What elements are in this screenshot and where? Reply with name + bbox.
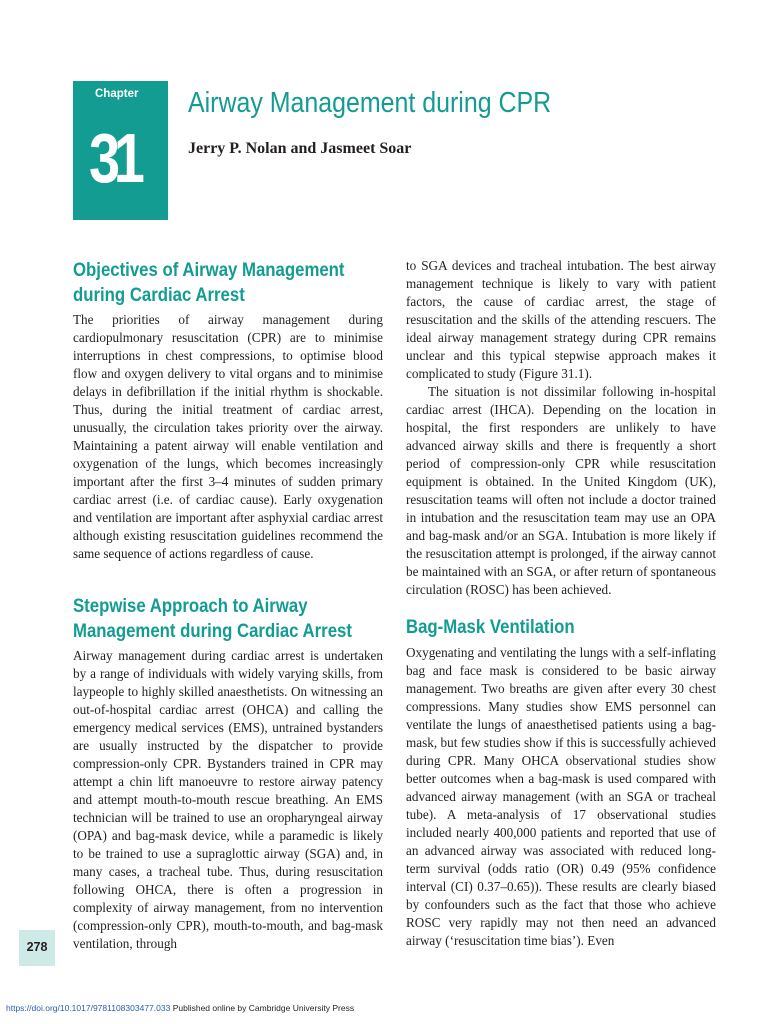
heading-line: Stepwise Approach to Airway [73, 595, 308, 617]
footer-text: Published online by Cambridge University Press [170, 1003, 355, 1013]
left-column [73, 258, 383, 953]
paragraph-bag-mask: Oxygenating and ventilating the lungs with a self-inflating bag and face mask is considered to be basic airway management. Two breaths are given after every 30 chest compressions. Many studies show EMS personnel can ventilate the lungs of anaesthetised patients using a bag-mask, but few studies show if this is successfully achieved during CPR. Many OHCA observational studies show better outcomes when a bag-mask is used compared with advanced airway management (with an SGA or tracheal tube). A meta-analysis of 17 observational studies included nearly 400,000 patients and reported that use of an advanced airway was associated with reduced long-term survival (odds ratio (OR) 0.49 (95% confidence interval (CI) 0.37–0.65)). These results are clearly biased by confounders such as the fact that those who achieve ROSC very rapidly may not then need an advanced airway (‘resuscitation time bias’). Even [406, 645, 716, 948]
heading-line: Management during Cardiac Arrest [73, 620, 352, 642]
section-heading-objectives [73, 258, 383, 308]
doi-link[interactable]: https://doi.org/10.1017/9781108303477.033 [6, 1003, 171, 1013]
page-number-box [19, 930, 55, 966]
paragraph-objectives: The priorities of airway management during cardiopulmonary resuscitation (CPR) are to minimise interruptions in chest compressions, to optimise blood flow and oxygen delivery to vital organs and to minimise delays in defibrillation if the initial rhythm is shockable. Thus, during the initial treatment of cardiac arrest, unusually, the circulation takes priority over the airway. Maintaining a patent airway will enable ventilation and oxygenation of the lungs, which becomes increasingly important after the first 3–4 minutes of sudden primary cardiac arrest (i.e. of cardiac cause). Early oxygenation and ventilation are important after asphyxial cardiac arrest although existing resuscitation guidelines recommend the same sequence of actions regardless of cause. [73, 312, 383, 561]
paragraph-continued: to SGA devices and tracheal intubation. The best airway management technique is likely to vary with patient factors, the cause of cardiac arrest, the stage of resuscitation and the skills of the attending rescuers. The ideal airway management strategy during CPR remains unclear and this typical stepwise approach makes it complicated to study (Figure 31.1). [406, 258, 716, 381]
chapter-badge [73, 81, 168, 220]
footer [6, 1003, 354, 1013]
heading-line: during Cardiac Arrest [73, 284, 245, 306]
right-column [406, 257, 716, 950]
paragraph-ihca: The situation is not dissimilar following in-hospital cardiac arrest (IHCA). Depending on the location in hospital, the first responders are unlikely to have advanced airway skills and there is frequently a short period of compression-only CPR while resuscitation equipment is obtained. In the United Kingdom (UK), resuscitation teams will often not include a doctor trained in intubation and the resuscitation team may use an OPA and bag-mask and/or an SGA. Intubation is more likely if the resuscitation attempt is prolonged, if the airway cannot be maintained with an SGA, or after return of spontaneous circulation (ROSC) has been achieved. [406, 384, 716, 597]
chapter-number: 31 [89, 119, 139, 197]
paragraph-stepwise: Airway management during cardiac arrest is undertaken by a range of individuals with widely varying skills, from laypeople to highly skilled anaesthetists. On witnessing an out-of-hospital cardiac arrest (OHCA) and calling the emergency medical services (EMS), untrained bystanders are usually instructed by the dispatcher to provide compression-only CPR. Bystanders trained in CPR may attempt a chin lift manoeuvre to restore airway patency and attempt mouth-to-mouth rescue breathing. An EMS technician will be trained to use an oropharyngeal airway (OPA) and bag-mask device, while a paramedic is likely to be trained to use a supraglottic airway (SGA) and, in many cases, a tracheal tube. Thus, during resuscitation following OHCA, there is often a progression in complexity of airway management, from no intervention (compression-only CPR), mouth-to-mouth, and bag-mask ventilation, through [73, 648, 383, 951]
page-number: 278 [26, 940, 48, 954]
heading-line: Objectives of Airway Management [73, 259, 345, 281]
chapter-label: Chapter [95, 88, 139, 100]
authors: Jerry P. Nolan and Jasmeet Soar [188, 140, 412, 157]
section-heading-bag-mask: Bag-Mask Ventilation [406, 616, 575, 638]
chapter-title: Airway Management during CPR [188, 87, 552, 119]
section-heading-stepwise [73, 594, 383, 644]
